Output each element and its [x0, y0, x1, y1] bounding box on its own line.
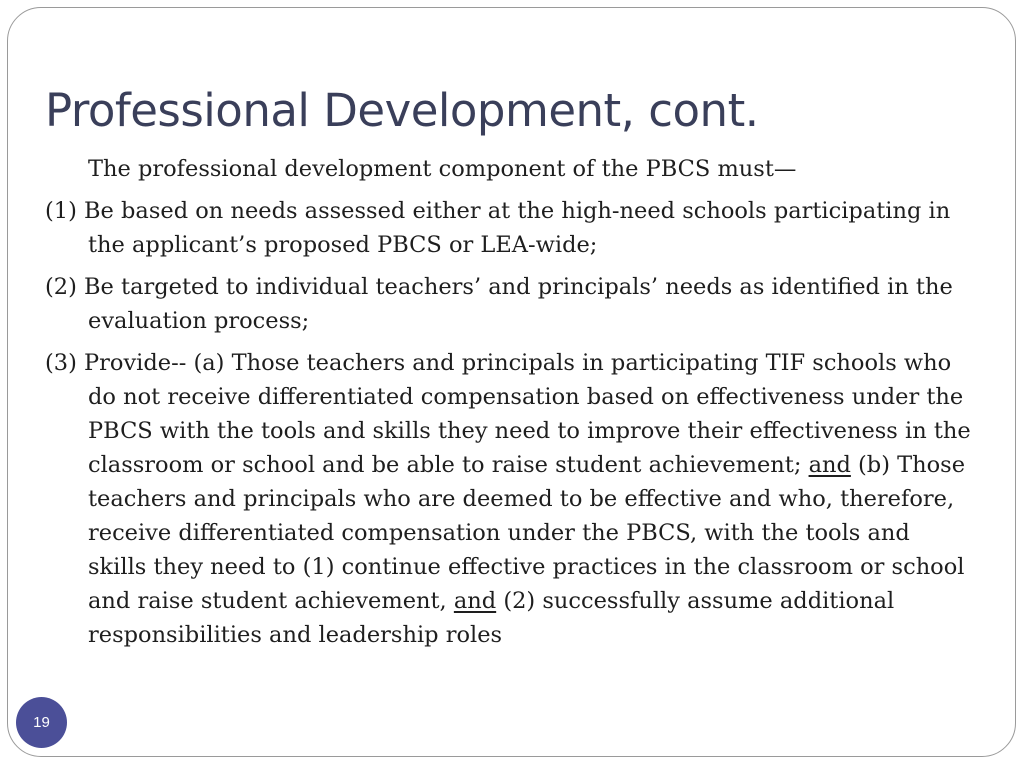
slide-body — [45, 152, 975, 660]
requirement-item-2: (2) Be targeted to individual teachers’ and principals’ needs as identified in the evaluation process; — [45, 274, 953, 334]
slide-title: Professional Development, cont. — [45, 84, 759, 137]
requirement-item-3 — [45, 346, 975, 652]
item-3-part-c: (2) successfully assume additional responsibilities and leadership roles — [88, 588, 895, 648]
underlined-and: and — [808, 452, 851, 478]
item-3-part-b: (b) Those teachers and principals who are deemed to be effective and who, therefore, receive differentiated compensation under the PBCS, with the tools and skills they need to (1) continue effective practices in the classroom or school and raise student achievement, — [88, 452, 966, 614]
item-3-part-a: (3) Provide-- (a) Those teachers and principals in participating TIF schools who do not receive differentiated compensation based on effectiveness under the PBCS with the tools and skills they need to improve their effectiveness in the classroom or school and be able to raise student achievement; — [45, 350, 971, 478]
intro-paragraph: The professional development component of the PBCS must— — [88, 156, 797, 182]
requirement-item-1: (1) Be based on needs assessed either at the high-need schools participating in the applicant’s proposed PBCS or LEA-wide; — [45, 198, 951, 258]
underlined-and: and — [453, 588, 497, 614]
slide-number-badge: 19 — [16, 697, 67, 748]
